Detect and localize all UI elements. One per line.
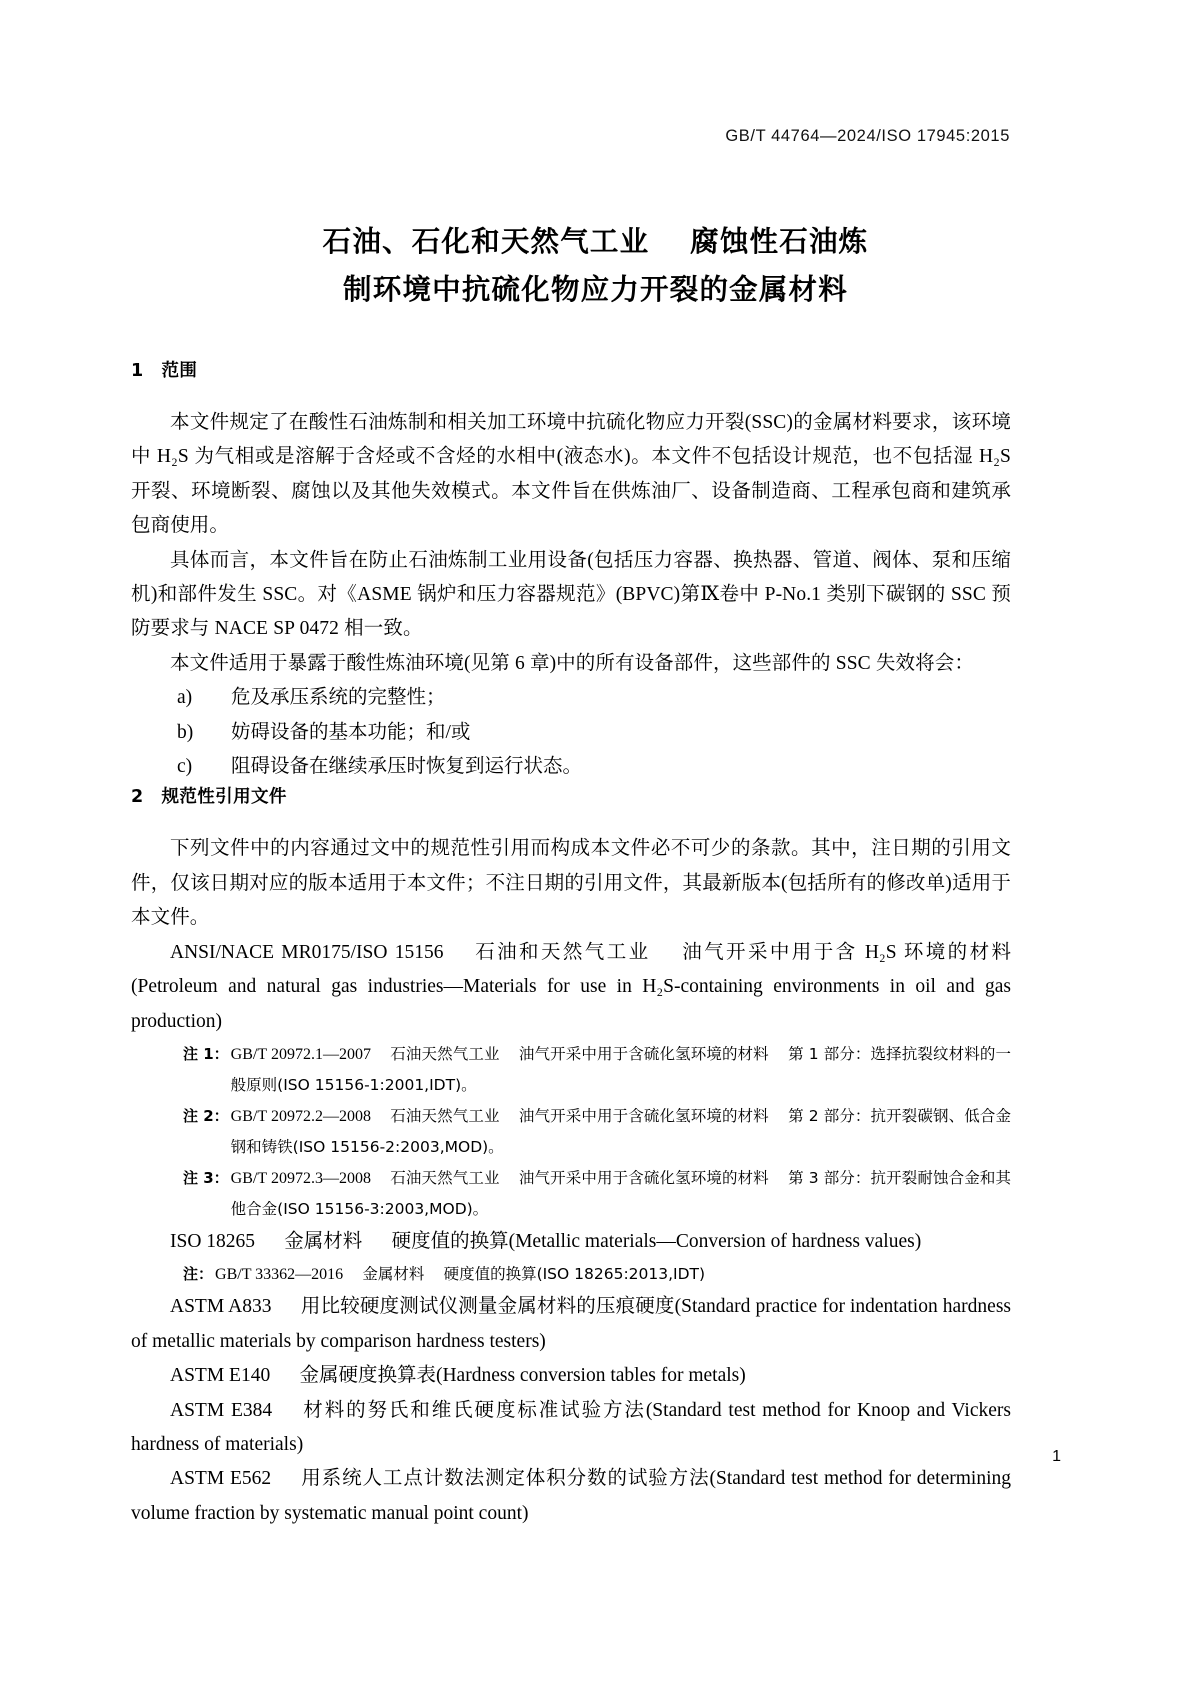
reference-en-title: (Standard practice for indentation hardness of metallic materials by comparison hardness testers) [131,1296,1011,1352]
section-heading-normative-references: 2 规范性引用文件 [131,787,287,808]
note-entry-gbt20972-3 [131,1163,1011,1225]
reference-entry-astm-e562 [131,1462,1011,1531]
note-cn-title: 石油天然气工业 [390,1106,500,1125]
spacer [131,384,1011,406]
list-item-label: b) [177,721,194,743]
note-entry-gbt20972-1 [131,1039,1011,1101]
note-entry-gbt20972-2 [131,1101,1011,1163]
scope-failure-list [131,681,1011,784]
document-body [131,358,1011,1531]
note-standard-id: GB/T 33362—2016 [215,1266,344,1284]
reference-cn-subtitle: 硬度值的换算 [391,1230,509,1252]
page-title-line-1: 石油、石化和天然气工业 腐蚀性石油炼 [322,225,869,258]
note-cn-subtitle: 硬度值的换算(ISO 18265:2013,IDT) [443,1265,706,1284]
note-standard-id: GB/T 20972.3—2008 [230,1169,371,1187]
reference-id: ASTM E140 [170,1365,271,1387]
note-label: 注 2： [183,1106,229,1125]
scope-paragraph-1: 本文件规定了在酸性石油炼制和相关加工环境中抗硫化物应力开裂(SSC)的金属材料要求，该环境中 H₂S 为气相或是溶解于含烃或不含烃的水相中(液态水)。本文件不包括设计规范，也不包括湿 H₂S 开裂、环境断裂、腐蚀以及其他失效模式。本文件旨在供炼油厂、设备制造商、工程承包商和建筑承包商使用。 [131,412,1011,537]
reference-cn-title: 石油和天然气工业 [472,941,651,963]
list-item [131,750,1011,784]
note-body [215,1259,1011,1290]
reference-entry-iso-18265 [131,1225,1011,1259]
reference-cn-title: 金属硬度换算表 [299,1365,436,1387]
note-cn-subtitle: 油气开采中用于含硫化氢环境的材料 [518,1168,769,1187]
note-cn-subtitle: 油气开采中用于含硫化氢环境的材料 [518,1044,769,1063]
note-cn-subtitle: 油气开采中用于含硫化氢环境的材料 [518,1106,769,1125]
note-label: 注： [183,1265,214,1284]
note-body [231,1163,1011,1225]
list-item [131,681,1011,715]
list-item-label: c) [177,756,193,778]
list-item [131,716,1011,750]
list-item-text: 危及承压系统的完整性； [231,687,446,709]
page-number: 1 [1052,1448,1061,1465]
spacer [131,810,1011,832]
reference-en-title: (Standard test method for Knoop and Vickers hardness of materials) [131,1399,1011,1455]
reference-id: ASTM E384 [170,1399,273,1421]
reference-entry-astm-a833 [131,1290,1011,1359]
reference-en-title: (Hardness conversion tables for metals) [435,1365,746,1387]
reference-entry-astm-e140 [131,1359,1011,1393]
reference-en-title: (Petroleum and natural gas industries—Materials for use in H₂S-containing environments in oil and gas production) [131,976,1011,1032]
note-cn-title: 石油天然气工业 [390,1168,500,1187]
note-part: 第 2 部分：抗开裂碳钢、低合金钢和铸铁(ISO 15156-2:2003,MOD)。 [230,1106,1011,1156]
list-item-label: a) [177,687,193,709]
reference-id: ANSI/NACE MR0175/ISO 15156 [170,941,444,963]
note-cn-title: 石油天然气工业 [390,1044,500,1063]
reference-id: ISO 18265 [170,1230,256,1252]
note-cn-title: 金属材料 [362,1265,425,1284]
note-label: 注 1： [183,1044,229,1063]
note-standard-id: GB/T 20972.2—2008 [230,1107,371,1125]
reference-cn-title: 金属材料 [284,1230,363,1252]
section-heading-scope: 1 范围 [131,361,198,381]
reference-cn-subtitle: 油气开采中用于含 H₂S 环境的材料 [679,941,1011,963]
reference-en-title: (Metallic materials—Conversion of hardness values) [508,1230,922,1252]
scope-paragraph-3: 本文件适用于暴露于酸性炼油环境(见第 6 章)中的所有设备部件，这些部件的 SSC 失效将会： [170,652,974,674]
note-entry-gbt33362 [131,1259,1011,1290]
note-label: 注 3： [183,1168,229,1187]
reference-en-title: (Standard test method for determining volume fraction by systematic manual point count) [131,1468,1011,1524]
reference-cn-title: 用比较硬度测试仪测量金属材料的压痕硬度 [300,1296,675,1318]
scope-paragraph-2: 具体而言，本文件旨在防止石油炼制工业用设备(包括压力容器、换热器、管道、阀体、泵和压缩机)和部件发生 SSC。对《ASME 锅炉和压力容器规范》(BPVC)第Ⅸ卷中 P-No.1 类别下碳钢的 SSC 预防要求与 NACE SP 0472 相一致。 [131,549,1011,640]
list-item-text: 阻碍设备在继续承压时恢复到运行状态。 [231,756,583,778]
reference-entry-astm-e384 [131,1394,1011,1463]
note-body [231,1101,1011,1163]
note-standard-id: GB/T 20972.1—2007 [230,1045,371,1063]
list-item-text: 妨碍设备的基本功能；和/或 [231,721,471,743]
normative-references-paragraph: 下列文件中的内容通过文中的规范性引用而构成本文件必不可少的条款。其中，注日期的引用文件，仅该日期对应的版本适用于本文件；不注日期的引用文件，其最新版本(包括所有的修改单)适用于本文件。 [131,838,1011,929]
reference-cn-title: 材料的努氏和维氏硬度标准试验方法 [301,1399,646,1421]
note-part: 第 3 部分：抗开裂耐蚀合金和其他合金(ISO 15156-3:2003,MOD)。 [230,1168,1011,1218]
note-part: 第 1 部分：选择抗裂纹材料的一般原则(ISO 15156-1:2001,IDT)。 [230,1044,1011,1094]
page-title-line-2: 制环境中抗硫化物应力开裂的金属材料 [343,273,848,306]
page-title [0,218,1191,314]
reference-cn-title: 用系统人工点计数法测定体积分数的试验方法 [300,1468,710,1490]
reference-id: ASTM E562 [170,1468,272,1490]
note-body [231,1039,1011,1101]
running-header-standard-id: GB/T 44764—2024/ISO 17945:2015 [725,127,1010,145]
reference-id: ASTM A833 [170,1296,272,1318]
reference-entry-ansi-nace-mr0175 [131,936,1011,1039]
